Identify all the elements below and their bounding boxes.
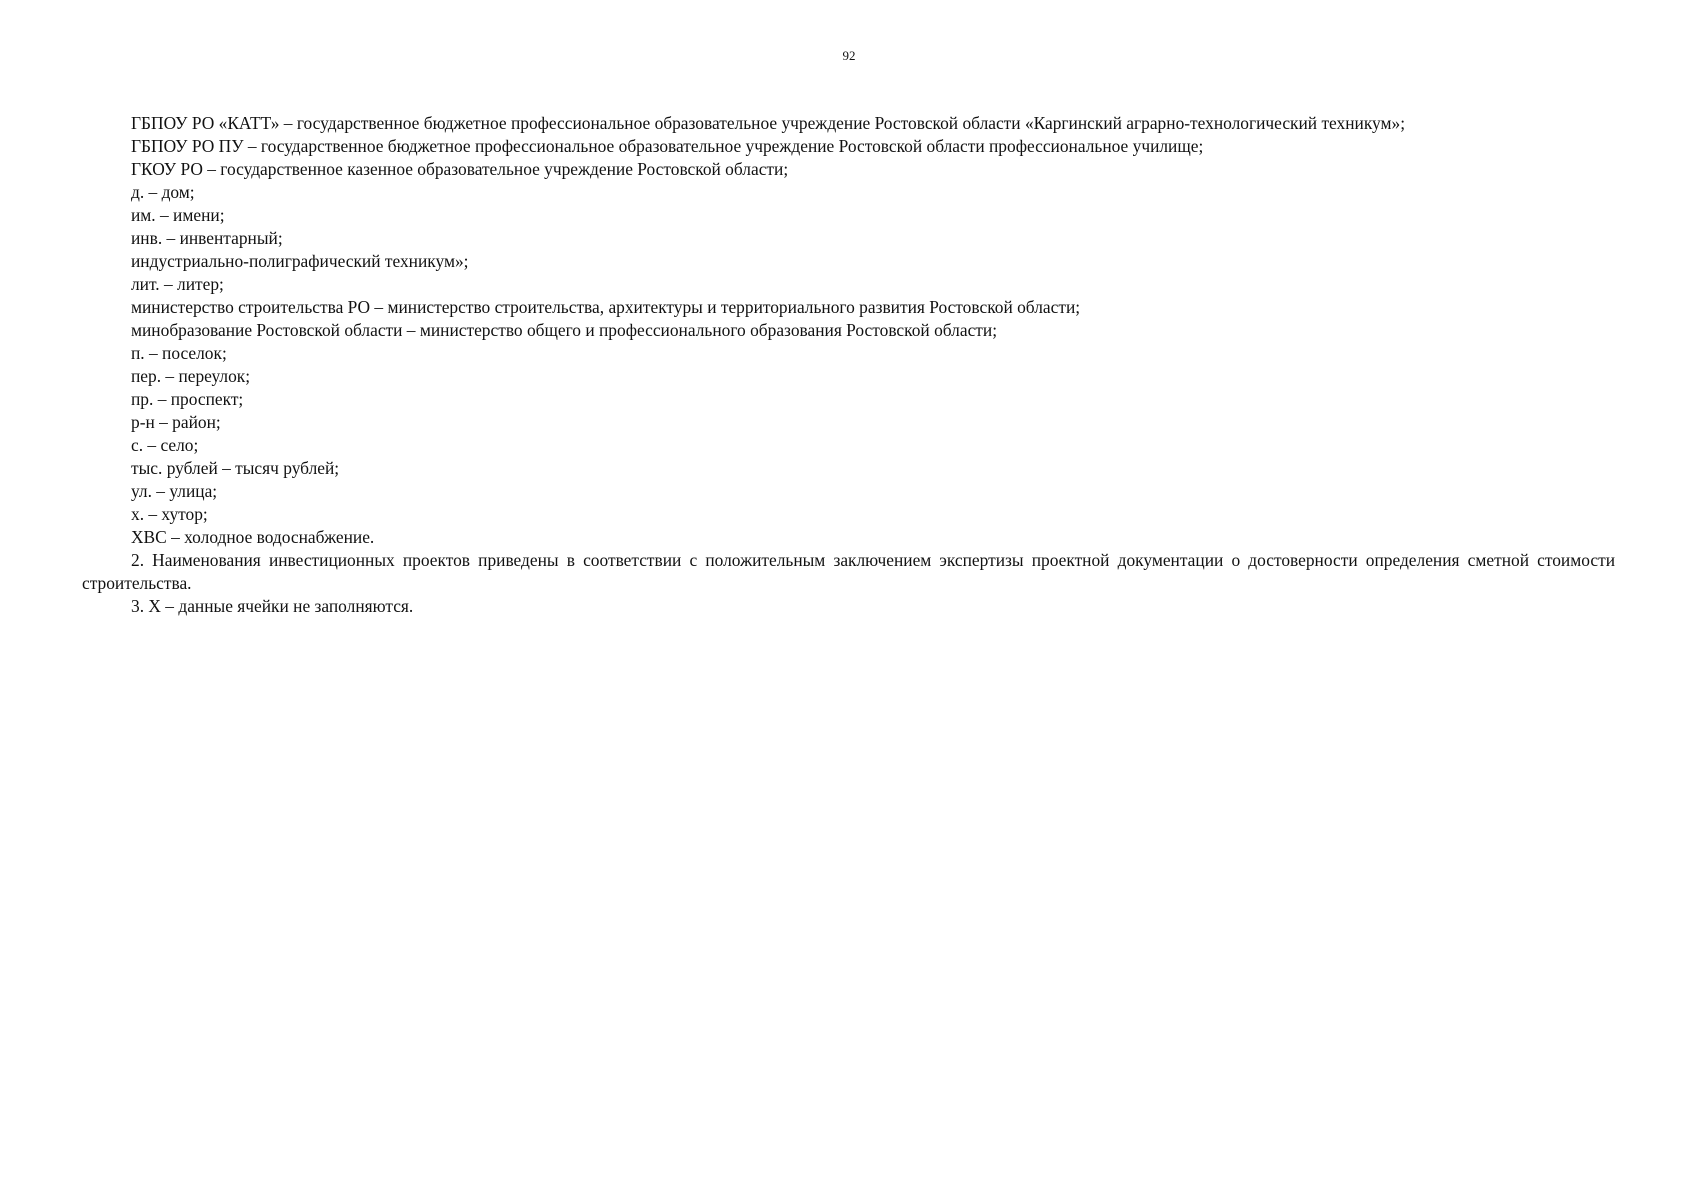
- note-paragraph: 3. Х – данные ячейки не заполняются.: [131, 596, 414, 616]
- abbreviation-line: инв. – инвентарный;: [131, 228, 283, 248]
- abbreviation-line: лит. – литер;: [131, 274, 224, 294]
- abbreviation-line: ГБПОУ РО ПУ – государственное бюджетное профессиональное образовательное учреждение Ростовской области профессиональное училище;: [131, 136, 1204, 156]
- abbreviation-line: им. – имени;: [131, 205, 225, 225]
- abbreviation-line: п. – поселок;: [131, 343, 227, 363]
- abbreviation-line: ул. – улица;: [131, 481, 218, 501]
- abbreviation-line: минобразование Ростовской области – министерство общего и профессионального образования Ростовской области;: [131, 320, 998, 340]
- abbreviation-line: ГБПОУ РО «КАТТ» – государственное бюджетное профессиональное образовательное учреждение Ростовской области «Каргинский аграрно-технологический техникум»;: [131, 113, 1406, 133]
- note-paragraph: 2. Наименования инвестиционных проектов приведены в соответствии с положительным заключением экспертизы проектной документации о достоверности определения сметной стоимости строительства.: [82, 550, 1615, 593]
- abbreviation-line: р-н – район;: [131, 412, 221, 432]
- page-number: 92: [842, 48, 856, 63]
- document-body: [82, 112, 1615, 618]
- abbreviation-line: пер. – переулок;: [131, 366, 251, 386]
- abbreviation-line: индустриально-полиграфический техникум»;: [131, 251, 469, 271]
- abbreviation-line: министерство строительства РО – министерство строительства, архитектуры и территориального развития Ростовской области;: [131, 297, 1081, 317]
- abbreviation-line: пр. – проспект;: [131, 389, 244, 409]
- abbreviation-line: х. – хутор;: [131, 504, 208, 524]
- abbreviation-line: д. – дом;: [131, 182, 195, 202]
- abbreviation-line: ГКОУ РО – государственное казенное образовательное учреждение Ростовской области;: [131, 159, 789, 179]
- abbreviation-line: ХВС – холодное водоснабжение.: [131, 527, 375, 547]
- abbreviation-line: с. – село;: [131, 435, 199, 455]
- abbreviation-line: тыс. рублей – тысяч рублей;: [131, 458, 340, 478]
